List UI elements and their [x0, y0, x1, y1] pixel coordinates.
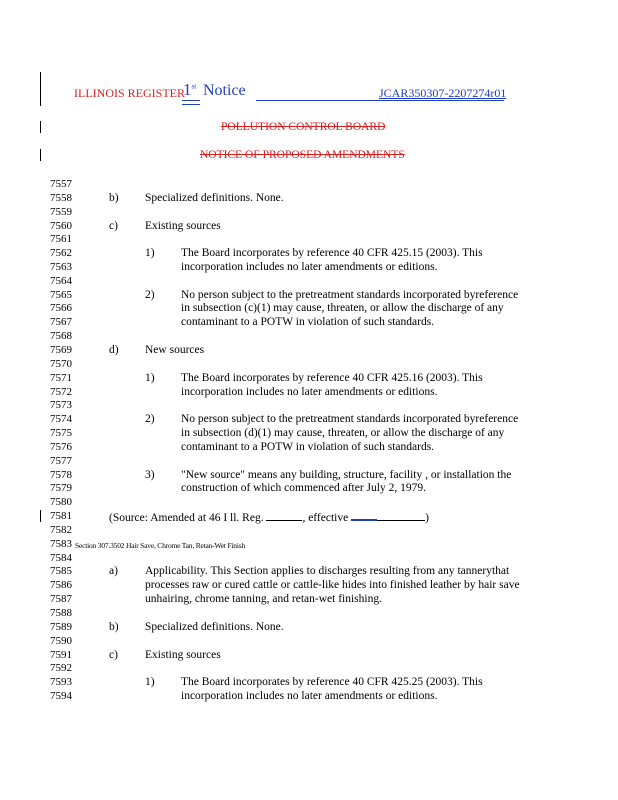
page-number-suffix: st	[191, 82, 197, 91]
item-text: incorporation includes no later amendments or editions.	[181, 386, 438, 398]
source-prefix: (Source: Amended at 46 I ll. Reg.	[109, 512, 267, 524]
page-number	[183, 80, 196, 100]
subsection-label: c)	[109, 649, 118, 661]
notice-label: Notice	[203, 82, 246, 99]
subsection-label: a)	[109, 565, 118, 577]
item-text: No person subject to the pretreatment standards incorporated byreference	[181, 289, 519, 301]
line-number: 7571	[50, 372, 72, 384]
reg-number-blank	[266, 511, 302, 521]
agency-name: POLLUTION CONTROL BOARD	[221, 121, 386, 133]
line-number: 7577	[50, 455, 72, 467]
line-number: 7593	[50, 676, 72, 688]
item-text: incorporation includes no later amendments or editions.	[181, 690, 438, 702]
line-number: 7573	[50, 399, 72, 411]
line-number: 7579	[50, 482, 72, 494]
item-text: "New source" means any building, structure, facility , or installation the	[181, 469, 512, 481]
subsection-text: Applicability. This Section applies to discharges resulting from any tannerythat	[145, 565, 510, 577]
line-number: 7562	[50, 247, 72, 259]
source-suffix: )	[425, 512, 429, 524]
subsection-label: b)	[109, 192, 119, 204]
line-number: 7578	[50, 469, 72, 481]
register-title: ILLINOIS REGISTER	[74, 86, 185, 100]
line-number: 7574	[50, 413, 72, 425]
item-text: contaminant to a POTW in violation of such standards.	[181, 441, 435, 453]
subsection-text: Existing sources	[145, 220, 221, 232]
line-number: 7589	[50, 621, 72, 633]
change-bar	[40, 121, 41, 133]
line-number: 7560	[50, 220, 72, 232]
section-heading: Section 307.3502 Hair Save, Chrome Tan, Retan-Wet Finish	[75, 541, 246, 550]
subsection-text: Existing sources	[145, 649, 221, 661]
item-text: construction of which commenced after July 2, 1979.	[181, 482, 426, 494]
line-number: 7594	[50, 690, 72, 702]
item-label: 1)	[145, 247, 155, 259]
source-mid: , effective	[302, 512, 352, 524]
line-number: 7591	[50, 649, 72, 661]
page-number-underline	[182, 100, 200, 105]
item-text: No person subject to the pretreatment standards incorporated byreference	[181, 413, 519, 425]
subsection-label: c)	[109, 220, 118, 232]
line-number: 7565	[50, 289, 72, 301]
change-bar	[40, 149, 41, 161]
subsection-text: Specialized definitions. None.	[145, 192, 284, 204]
line-number: 7564	[50, 275, 72, 287]
item-text: incorporation includes no later amendments or editions.	[181, 261, 438, 273]
line-number: 7563	[50, 261, 72, 273]
change-bar	[40, 72, 41, 106]
line-number: 7559	[50, 206, 72, 218]
item-text: contaminant to a POTW in violation of such standards.	[181, 316, 435, 328]
line-number: 7566	[50, 302, 72, 314]
item-label: 3)	[145, 469, 155, 481]
item-label: 2)	[145, 289, 155, 301]
line-number: 7588	[50, 607, 72, 619]
source-note	[109, 510, 429, 524]
item-text: in subsection (c)(1) may cause, threaten, or allow the discharge of any	[181, 302, 504, 314]
subsection-text: unhairing, chrome tanning, and retan-wet finishing.	[145, 593, 382, 605]
item-text: The Board incorporates by reference 40 CFR 425.25 (2003). This	[181, 676, 483, 688]
subsection-text: New sources	[145, 344, 205, 356]
line-number: 7570	[50, 358, 72, 370]
line-number: 7581	[50, 510, 72, 522]
line-number: 7572	[50, 386, 72, 398]
change-bar	[40, 510, 41, 522]
document-title: NOTICE OF PROPOSED AMENDMENTS	[200, 149, 405, 161]
item-text: The Board incorporates by reference 40 CFR 425.15 (2003). This	[181, 247, 483, 259]
line-number: 7590	[50, 635, 72, 647]
line-number: 7586	[50, 579, 72, 591]
item-label: 1)	[145, 372, 155, 384]
line-number: 7592	[50, 662, 72, 674]
item-text: in subsection (d)(1) may cause, threaten, or allow the discharge of any	[181, 427, 505, 439]
line-number: 7575	[50, 427, 72, 439]
item-label: 2)	[145, 413, 155, 425]
subsection-text: Specialized definitions. None.	[145, 621, 284, 633]
line-number: 7583	[50, 538, 72, 550]
line-number: 7558	[50, 192, 72, 204]
page-number-value: 1	[183, 80, 192, 99]
line-number: 7568	[50, 330, 72, 342]
line-number: 7587	[50, 593, 72, 605]
line-number: 7561	[50, 233, 72, 245]
line-number: 7576	[50, 441, 72, 453]
line-number: 7582	[50, 524, 72, 536]
line-number: 7567	[50, 316, 72, 328]
jcar-code: JCAR350307-2207274r01	[379, 86, 507, 100]
effective-date-blank-blue	[351, 510, 377, 521]
line-number: 7584	[50, 552, 72, 564]
line-number: 7580	[50, 496, 72, 508]
subsection-text: processes raw or cured cattle or cattle-like hides into finished leather by hair save	[145, 579, 520, 591]
subsection-label: b)	[109, 621, 119, 633]
line-number: 7569	[50, 344, 72, 356]
subsection-label: d)	[109, 344, 119, 356]
line-number: 7557	[50, 178, 72, 190]
line-number: 7585	[50, 565, 72, 577]
item-text: The Board incorporates by reference 40 CFR 425.16 (2003). This	[181, 372, 483, 384]
effective-date-blank	[377, 511, 425, 521]
item-label: 1)	[145, 676, 155, 688]
